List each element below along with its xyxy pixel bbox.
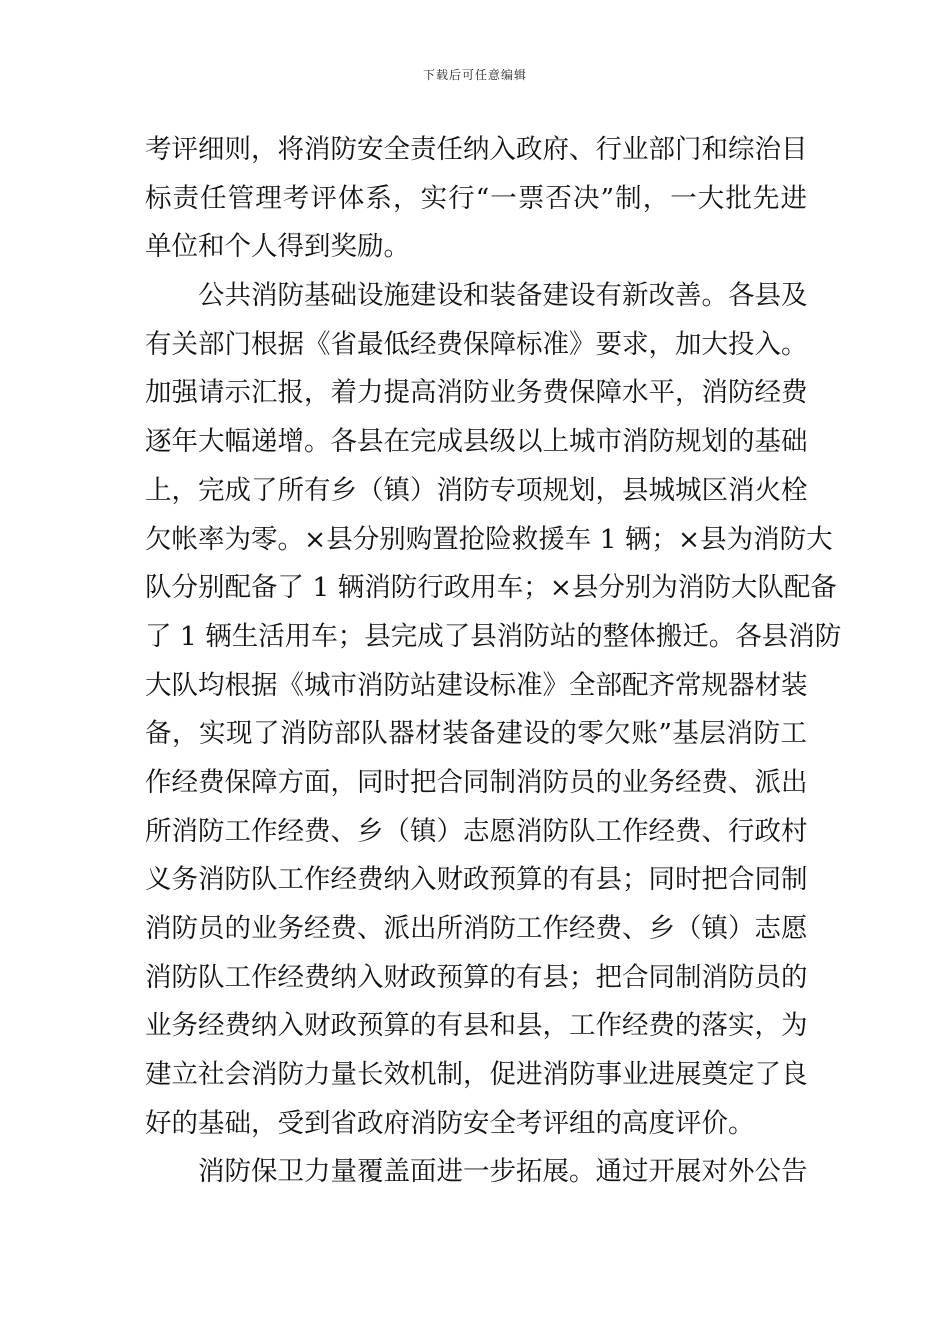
text-line: 所消防工作经费、乡（镇）志愿消防队工作经费、行政村 (145, 815, 808, 847)
text-line: 业务经费纳入财政预算的有县和县，工作经费的落实，为 (145, 1010, 808, 1042)
text-line: 作经费保障方面，同时把合同制消防员的业务经费、派出 (145, 766, 808, 798)
text-line: 公共消防基础设施建设和装备建设有新改善。各县及 (198, 280, 808, 312)
text-line: 队分别配备了 1 辆消防行政用车；×县分别为消防大队配备 (145, 572, 837, 604)
text-line: 加强请示汇报，着力提高消防业务费保障水平，消防经费 (145, 377, 808, 409)
text-line: 上，完成了所有乡（镇）消防专项规划，县城城区消火栓 (145, 474, 808, 506)
text-line: 建立社会消防力量长效机制，促进消防事业进展奠定了良 (145, 1059, 808, 1091)
text-line: 义务消防队工作经费纳入财政预算的有县；同时把合同制 (145, 864, 808, 896)
text-line: 好的基础，受到省政府消防安全考评组的高度评价。 (145, 1107, 755, 1139)
text-line: 欠帐率为零。×县分别购置抢险救援车 1 辆；×县为消防大 (145, 523, 833, 555)
body-text (145, 126, 842, 1197)
page-header: 下载后可任意编辑 (422, 68, 527, 82)
text-line: 单位和个人得到奖励。 (145, 231, 410, 263)
text-line: 标责任管理考评体系，实行“一票否决”制，一大批先进 (145, 182, 807, 214)
text-line: 考评细则，将消防安全责任纳入政府、行业部门和综治目 (145, 134, 808, 165)
text-line: 大队均根据《城市消防站建设标准》全部配齐常规器材装 (145, 669, 808, 701)
text-line: 逐年大幅递增。各县在完成县级以上城市消防规划的基础 (145, 426, 808, 458)
text-line: 消防队工作经费纳入财政预算的有县；把合同制消防员的 (145, 961, 808, 993)
text-line: 了 1 辆生活用车；县完成了县消防站的整体搬迁。各县消防 (145, 620, 842, 652)
text-line: 备，实现了消防部队器材装备建设的零欠账”基层消防工 (145, 718, 807, 750)
text-line: 有关部门根据《省最低经费保障标准》要求，加大投入。 (145, 328, 808, 360)
text-line: 消防保卫力量覆盖面进一步拓展。通过开展对外公告 (198, 1156, 808, 1188)
text-line: 消防员的业务经费、派出所消防工作经费、乡（镇）志愿 (145, 913, 808, 944)
